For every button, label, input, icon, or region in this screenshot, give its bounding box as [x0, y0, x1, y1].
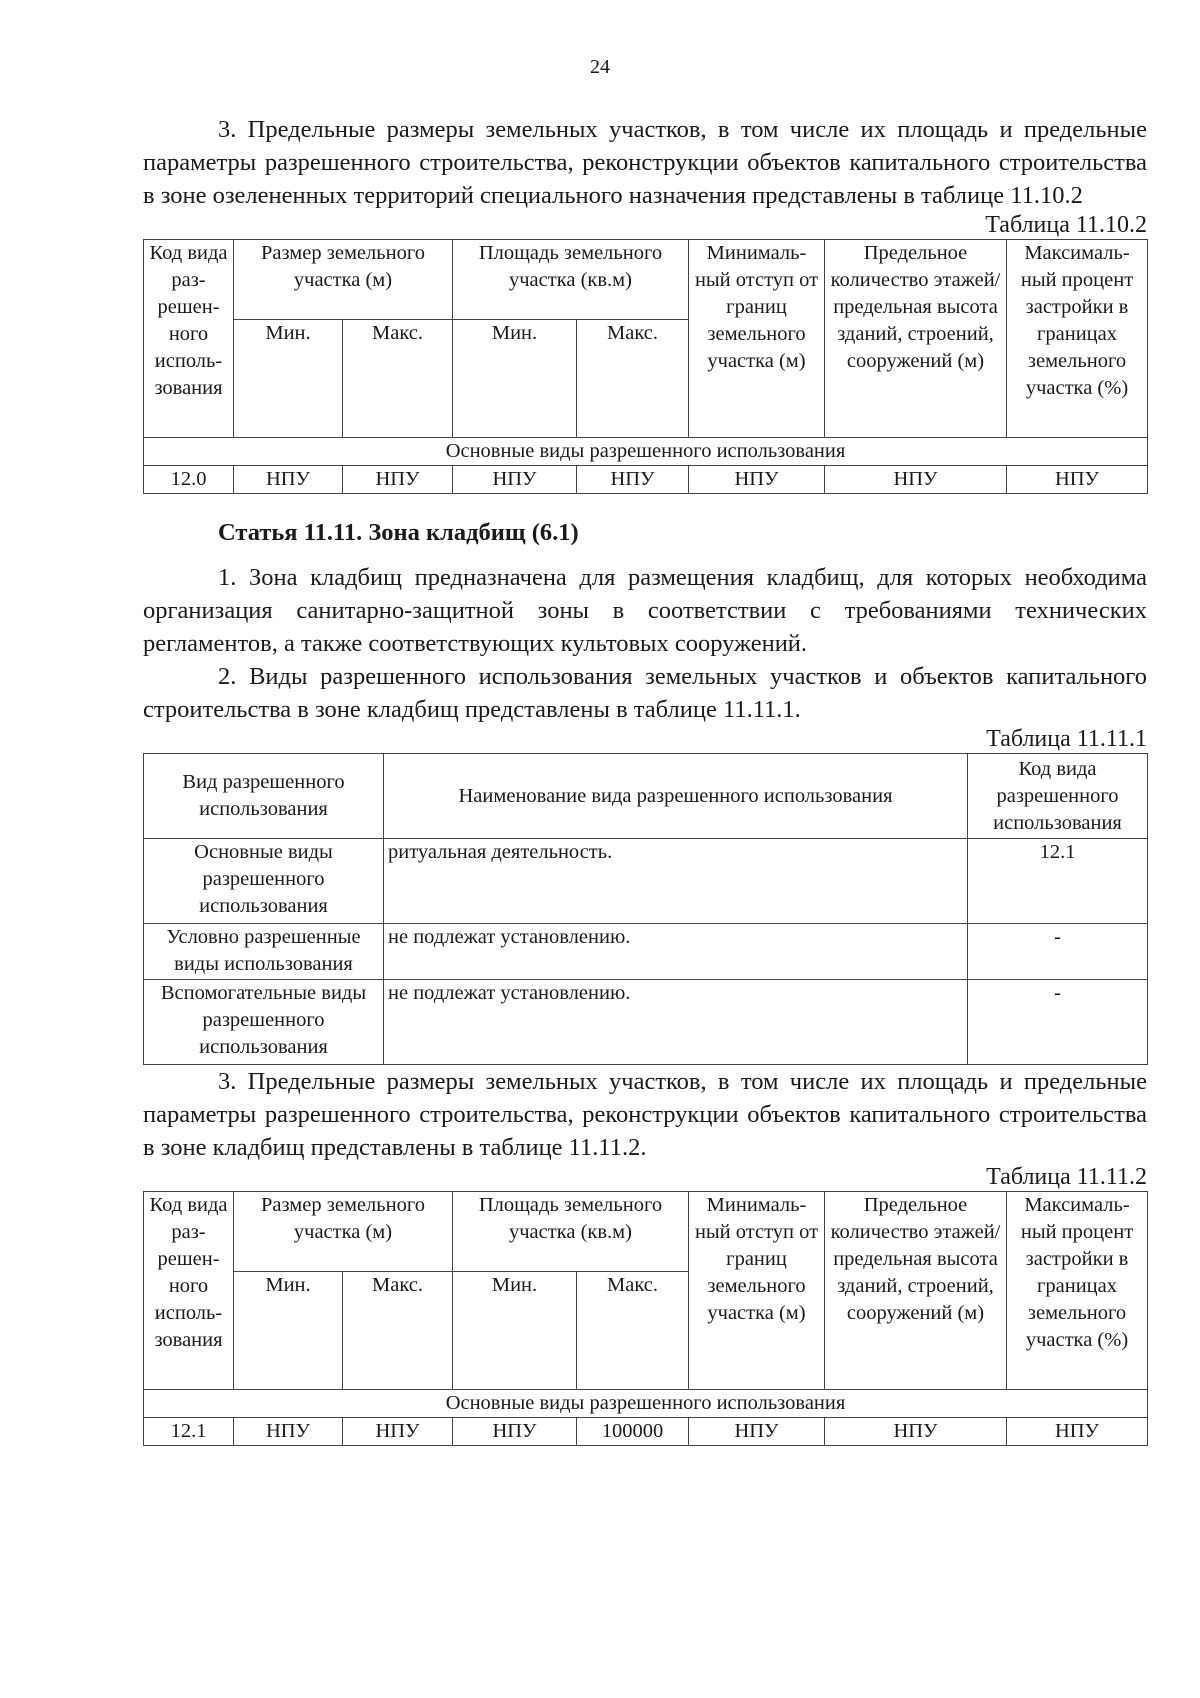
table-cell: НПУ: [453, 1418, 577, 1446]
table-cell: НПУ: [825, 466, 1007, 494]
header-plot-area: Площадь земельного участка (кв.м): [453, 240, 689, 320]
header-min-indent: Минималь-ный отступ от границ земельного участка (м): [689, 1192, 825, 1390]
usage-type-cell: Условно разрешенные виды использования: [144, 924, 384, 980]
table-cell: 12.1: [144, 1418, 234, 1446]
table-11-10-2: [143, 239, 1148, 494]
usage-type-cell: Вспомогательные виды разрешенного использования: [144, 980, 384, 1065]
header-area-min: Мин.: [453, 320, 577, 438]
table-cell: НПУ: [1007, 466, 1148, 494]
header-area-max: Макс.: [577, 320, 689, 438]
usage-code-cell: 12.1: [968, 839, 1148, 924]
header-usage-code: Код вида разрешенного использования: [968, 754, 1148, 839]
table-cell: НПУ: [234, 1418, 343, 1446]
table-11-11-1: [143, 753, 1148, 1065]
table-11-11-2: [143, 1191, 1148, 1446]
section-row: Основные виды разрешенного использования: [144, 438, 1148, 466]
header-max-percent: Максималь-ный процент застройки в границах земельного участка (%): [1007, 1192, 1148, 1390]
usage-name-cell: не подлежат установлению.: [384, 980, 968, 1065]
table-cell: 12.0: [144, 466, 234, 494]
page-number: 24: [590, 56, 610, 78]
table-cell: НПУ: [689, 466, 825, 494]
header-usage-type: Вид разрешенного использования: [144, 754, 384, 839]
usage-name-cell: не подлежат установлению.: [384, 924, 968, 980]
header-size-min: Мин.: [234, 1272, 343, 1390]
table-cell: НПУ: [343, 1418, 453, 1446]
table-cell: НПУ: [234, 466, 343, 494]
header-usage-name: Наименование вида разрешенного использования: [384, 754, 968, 839]
header-code: Код вида раз-решен-ного исполь-зования: [144, 240, 234, 438]
paragraph-zone-purpose: 1. Зона кладбищ предназначена для размещения кладбищ, для которых необходима организация санитарно-защитной зоны в соответствии с требованиями технических регламентов, а также соответствующих культовых сооружений.: [143, 564, 1147, 657]
table-row: [144, 924, 1148, 980]
usage-code-cell: -: [968, 924, 1148, 980]
header-code: Код вида раз-решен-ного исполь-зования: [144, 1192, 234, 1390]
table-cell: НПУ: [343, 466, 453, 494]
paragraph-limits-green-zone: 3. Предельные размеры земельных участков, в том числе их площадь и предельные параметры разрешенного строительства, реконструкции объектов капитального строительства в зоне озелененных территорий специального назначения представлены в таблице 11.10.2: [143, 116, 1147, 209]
header-size-max: Макс.: [343, 320, 453, 438]
header-area-min: Мин.: [453, 1272, 577, 1390]
paragraph-usage-types: 2. Виды разрешенного использования земельных участков и объектов капитального строительства в зоне кладбищ представлены в таблице 11.11.1.: [143, 663, 1147, 723]
paragraph-limits-cemetery-zone: 3. Предельные размеры земельных участков, в том числе их площадь и предельные параметры разрешенного строительства, реконструкции объектов капитального строительства в зоне кладбищ представлены в таблице 11.11.2.: [143, 1068, 1147, 1161]
header-max-floors: Предельное количество этажей/ предельная высота зданий, строений, сооружений (м): [825, 240, 1007, 438]
header-size-min: Мин.: [234, 320, 343, 438]
table-cell: НПУ: [453, 466, 577, 494]
header-plot-size: Размер земельного участка (м): [234, 240, 453, 320]
usage-type-cell: Основные виды разрешенного использования: [144, 839, 384, 924]
table-cell: 100000: [577, 1418, 689, 1446]
article-title: Статья 11.11. Зона кладбищ (6.1): [218, 519, 579, 546]
section-row: Основные виды разрешенного использования: [144, 1390, 1148, 1418]
table-caption: Таблица 11.11.1: [986, 726, 1147, 752]
document-body: [143, 113, 1147, 1446]
table-row: [144, 839, 1148, 924]
header-area-max: Макс.: [577, 1272, 689, 1390]
header-max-floors: Предельное количество этажей/ предельная высота зданий, строений, сооружений (м): [825, 1192, 1007, 1390]
table-caption: Таблица 11.10.2: [985, 212, 1147, 238]
header-plot-area: Площадь земельного участка (кв.м): [453, 1192, 689, 1272]
table-cell: НПУ: [825, 1418, 1007, 1446]
table-caption: Таблица 11.11.2: [986, 1164, 1147, 1190]
usage-name-cell: ритуальная деятельность.: [384, 839, 968, 924]
table-cell: НПУ: [1007, 1418, 1148, 1446]
header-max-percent: Максималь-ный процент застройки в границах земельного участка (%): [1007, 240, 1148, 438]
table-cell: НПУ: [689, 1418, 825, 1446]
header-size-max: Макс.: [343, 1272, 453, 1390]
usage-code-cell: -: [968, 980, 1148, 1065]
header-min-indent: Минималь-ный отступ от границ земельного участка (м): [689, 240, 825, 438]
header-plot-size: Размер земельного участка (м): [234, 1192, 453, 1272]
table-cell: НПУ: [577, 466, 689, 494]
table-row: [144, 980, 1148, 1065]
